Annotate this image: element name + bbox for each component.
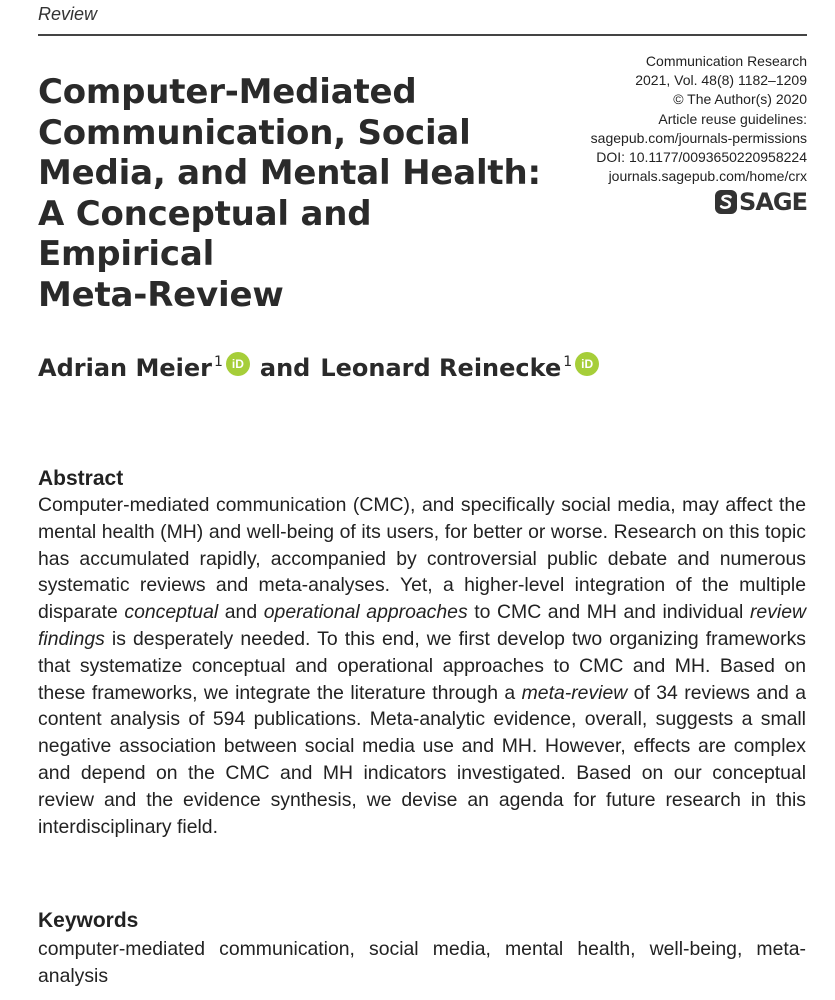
reuse-link[interactable]: sagepub.com/journals-permissions xyxy=(590,129,807,146)
header-rule xyxy=(38,34,807,36)
volume-info: 2021, Vol. 48(8) 1182–1209 xyxy=(635,72,807,89)
doi[interactable]: DOI: 10.1177/0093650220958224 xyxy=(596,149,807,166)
abstract-heading: Abstract xyxy=(38,467,124,490)
author-name[interactable]: Adrian Meier xyxy=(38,354,212,382)
abstract-emphasis: review findings xyxy=(38,601,806,650)
abstract-text xyxy=(38,492,806,840)
section-label: Review xyxy=(38,4,98,24)
journal-name: Communication Research xyxy=(645,53,807,69)
sage-logo-text: SAGE xyxy=(739,188,807,216)
reuse-label: Article reuse guidelines: xyxy=(658,110,807,127)
abstract-emphasis: conceptual xyxy=(124,601,219,624)
orcid-icon[interactable]: iD xyxy=(575,352,599,376)
publication-info xyxy=(547,52,807,186)
keywords-text: computer-mediated communication, social media, mental health, well-being, meta-analysis xyxy=(38,938,806,987)
abstract-segment: is desperately needed. To this end, we first develop two organizing frameworks that systematize conceptual and operational approaches to CMC and MH. Based on these frameworks, we integrate the literature through a xyxy=(38,627,806,704)
abstract-segment: to CMC and MH and individual xyxy=(467,601,750,624)
affiliation-marker: 1 xyxy=(563,354,573,370)
abstract-segment: and xyxy=(218,601,264,624)
abstract-emphasis: meta-review xyxy=(521,681,628,704)
author-joiner: and xyxy=(259,354,311,382)
article-title: Computer-Mediated Communication, Social Media, and Mental Health: A Conceptual and Empirical Meta-Review xyxy=(38,72,541,315)
publisher-logo xyxy=(715,188,807,216)
author-line xyxy=(38,352,599,384)
keywords-heading: Keywords xyxy=(38,909,139,932)
journal-homepage-link[interactable]: journals.sagepub.com/home/crx xyxy=(608,168,807,185)
abstract-emphasis: operational approaches xyxy=(263,601,468,624)
sage-s-mark-icon xyxy=(715,190,737,214)
orcid-icon[interactable]: iD xyxy=(226,352,250,376)
author-name[interactable]: Leonard Reinecke xyxy=(320,354,562,382)
abstract-segment: of 34 reviews and a content analysis of 594 publications. Meta-analytic evidence, overall, suggests a small negative association between social media use and MH. However, effects are complex and depend on the CMC and MH indicators investigated. Based on our conceptual review and the evidence synthesis, we devise an agenda for future research in this interdisciplinary field. xyxy=(38,681,806,838)
affiliation-marker: 1 xyxy=(213,354,223,370)
abstract-segment: Computer-mediated communication (CMC), and specifically social media, may affect the mental health (MH) and well-being of its users, for better or worse. Research on this topic has accumulated rapidly, accompanied by controversial public debate and numerous systematic reviews and meta-analyses. Yet, a higher-level integration of the multiple disparate xyxy=(38,494,806,624)
copyright: © The Author(s) 2020 xyxy=(673,91,807,108)
